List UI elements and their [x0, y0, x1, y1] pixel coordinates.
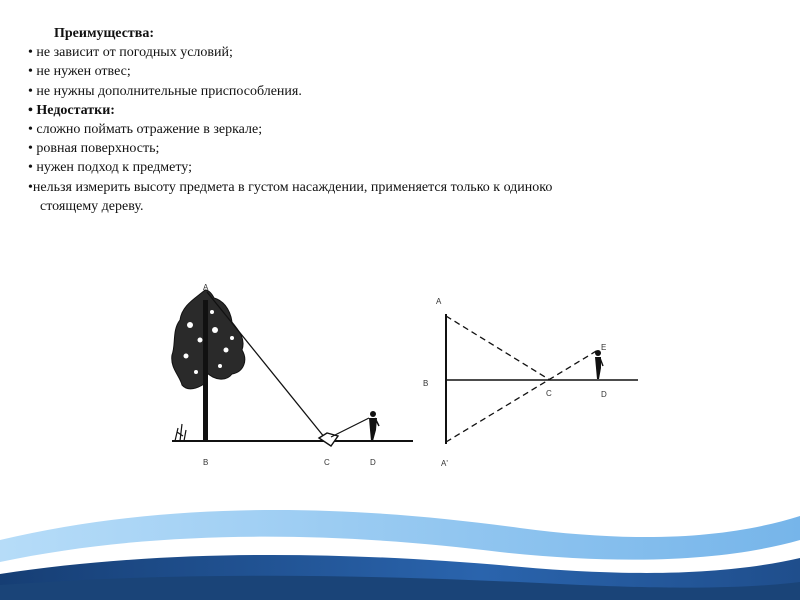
advantage-item: • не нужен отвес; — [28, 64, 131, 80]
advantage-item: • не нужны дополнительные приспособления. — [28, 83, 302, 99]
label-c: C — [324, 458, 330, 467]
ray-a-c — [446, 316, 550, 380]
disadvantage-item: • ровная поверхность; — [28, 141, 160, 157]
label-b: B — [423, 379, 429, 388]
label-d: D — [601, 390, 607, 399]
label-a: A — [436, 297, 442, 306]
tree-icon — [172, 290, 245, 441]
disadvantage-item: •нельзя измерить высоту предмета в густом насаждении, применяется только к одиноко — [28, 179, 553, 195]
label-a-prime: A' — [441, 459, 448, 468]
label-c: C — [546, 389, 552, 398]
reflected-ray — [331, 418, 369, 437]
label-e: E — [601, 343, 607, 352]
label-a: A — [203, 283, 209, 292]
label-b: B — [203, 458, 209, 467]
diagram-left-mirror-method — [172, 283, 413, 467]
ray-aprime-e — [446, 350, 598, 442]
footer-wave-decoration — [0, 510, 800, 600]
disadvantages-heading: • Недостатки: — [28, 102, 115, 118]
disadvantage-continuation: стоящему дереву. — [40, 198, 144, 214]
observer-icon — [369, 411, 379, 441]
diagram-right-construction — [423, 297, 638, 468]
observer-icon — [595, 350, 603, 379]
label-d: D — [370, 458, 376, 467]
disadvantage-item: • нужен подход к предмету; — [28, 160, 192, 176]
advantage-item: • не зависит от погодных условий; — [28, 45, 233, 61]
disadvantage-item: • сложно поймать отражение в зеркале; — [28, 122, 263, 138]
advantages-heading: Преимущества: — [54, 26, 155, 41]
